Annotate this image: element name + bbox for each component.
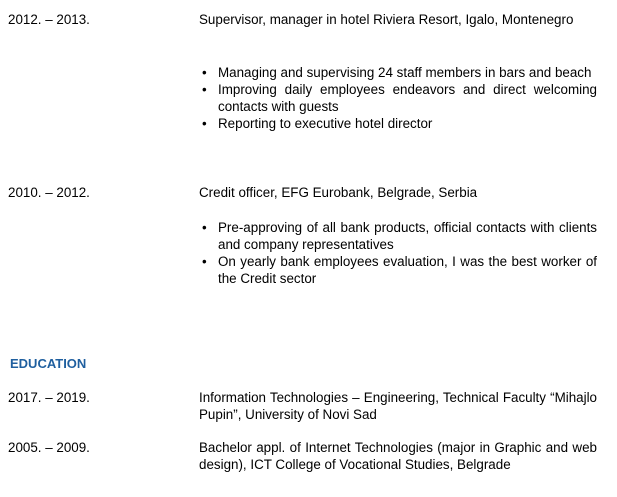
list-item-text: Improving daily employees endeavors and direct welcoming contacts with guests bbox=[218, 82, 597, 114]
list-item bbox=[199, 219, 597, 253]
education-date: 2017. – 2019. bbox=[8, 390, 90, 405]
list-item bbox=[199, 115, 597, 132]
bullet-icon: • bbox=[202, 82, 207, 97]
experience-duties-list bbox=[199, 64, 597, 132]
experience-title: Credit officer, EFG Eurobank, Belgrade, Serbia bbox=[199, 185, 478, 200]
experience-title: Supervisor, manager in hotel Riviera Resort, Igalo, Montenegro bbox=[199, 12, 574, 27]
list-item bbox=[199, 81, 597, 115]
list-item-text: Pre-approving of all bank products, official contacts with clients and company representatives bbox=[218, 220, 597, 252]
education-entry-text: Bachelor appl. of Internet Technologies (major in Graphic and web design), ICT College of Vocational Studies, Belgrade bbox=[199, 440, 597, 472]
list-item bbox=[199, 64, 597, 81]
list-item-text: On yearly bank employees evaluation, I was the best worker of the Credit sector bbox=[218, 254, 597, 286]
bullet-icon: • bbox=[202, 220, 207, 235]
bullet-icon: • bbox=[202, 116, 207, 131]
bullet-icon: • bbox=[202, 65, 207, 80]
experience-date: 2012. – 2013. bbox=[8, 12, 90, 27]
bullet-icon: • bbox=[202, 254, 207, 269]
experience-date: 2010. – 2012. bbox=[8, 185, 90, 200]
education-entry-text: Information Technologies – Engineering, Technical Faculty “Mihajlo Pupin”, University of Novi Sad bbox=[199, 390, 597, 422]
section-heading-education: EDUCATION bbox=[10, 356, 87, 371]
list-item bbox=[199, 253, 597, 287]
experience-duties-list bbox=[199, 219, 597, 287]
list-item-text: Managing and supervising 24 staff members in bars and beach bbox=[218, 65, 592, 80]
education-date: 2005. – 2009. bbox=[8, 440, 90, 455]
list-item-text: Reporting to executive hotel director bbox=[218, 116, 433, 131]
